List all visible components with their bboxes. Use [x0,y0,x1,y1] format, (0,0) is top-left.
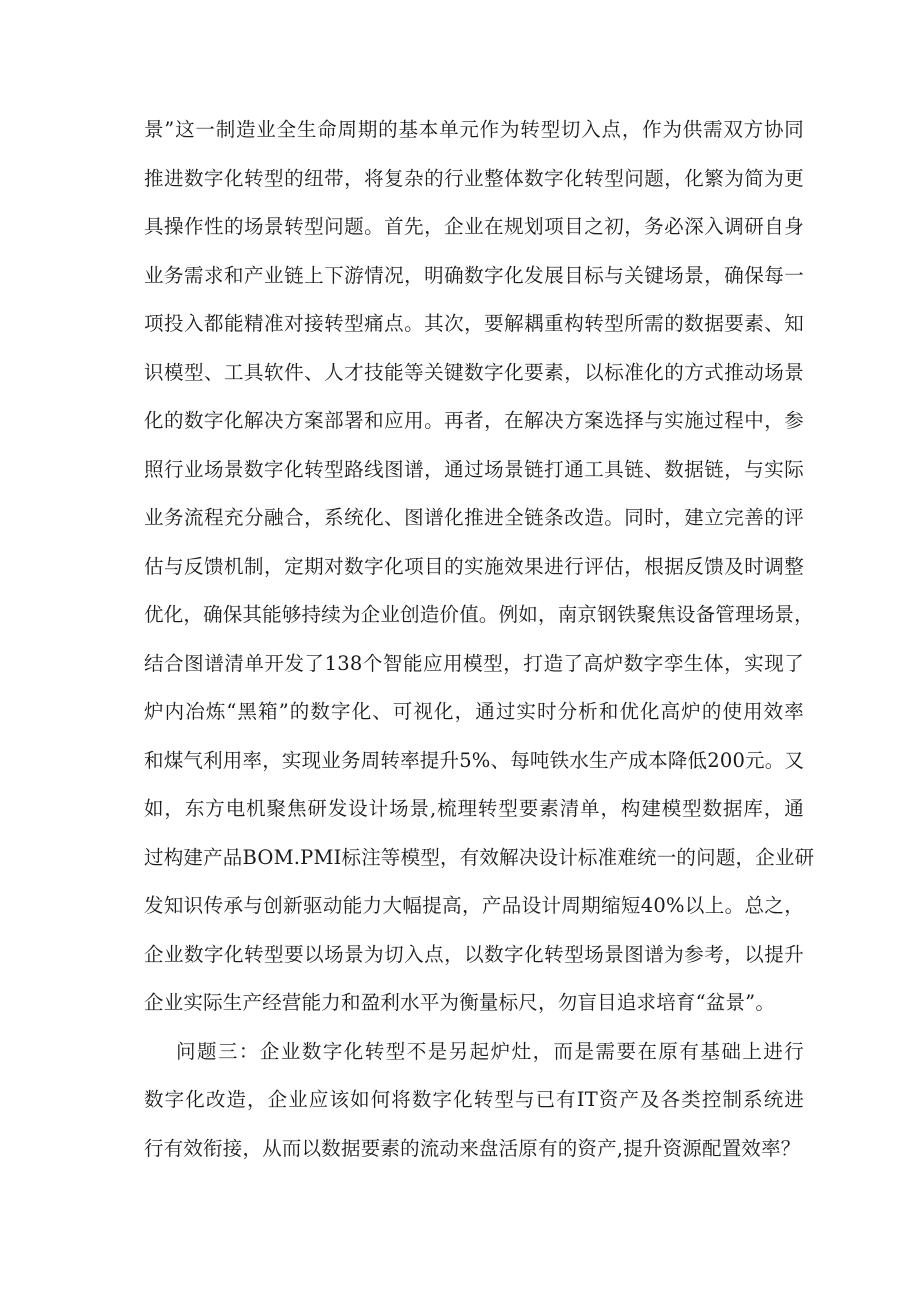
text-line: 数字化改造，企业应该如何将数字化转型与已有IT资产及各类控制系统进 [144,1088,804,1111]
text-line: 业务流程充分融合，系统化、图谱化推进全链条改造。同时，建立完善的评 [144,506,804,529]
text-line: 结合图谱清单开发了138个智能应用模型，打造了高炉数字孪生体，实现了 [144,651,804,675]
text-line: 项投入都能精准对接转型痛点。其次，要解耦重构转型所需的数据要素、知 [144,312,804,335]
text-line: 企业数字化转型要以场景为切入点，以数字化转型场景图谱为参考，以提升 [144,942,804,966]
question-heading-line: 问题三：企业数字化转型不是另起炉灶，而是需要在原有基础上进行 [176,1039,804,1063]
text-line: 和煤气利用率，实现业务周转率提升5%、每吨铁水生产成本降低200元。又 [144,748,805,772]
text-line: 优化，确保其能够持续为企业创造价值。例如，南京钢铁聚焦设备管理场景， [144,603,814,626]
text-line: 炉内冶炼“黑箱”的数字化、可视化，通过实时分析和优化高炉的使用效率 [144,700,804,723]
text-line: 企业实际生产经营能力和盈利水平为衡量标尺，勿盲目追求培育“盆景”。 [144,991,776,1014]
paragraph-scenario-transformation [144,106,815,1028]
text-line: 推进数字化转型的纽带，将复杂的行业整体数字化转型问题，化繁为简为更 [144,166,804,190]
text-line: 如，东方电机聚焦研发设计场景,梳理转型要素清单，构建模型数据库，通 [144,797,804,820]
text-line: 发知识传承与创新驱动能力大幅提高，产品设计周期缩短40%以上。总之， [144,894,804,917]
text-line: 业务需求和产业链上下游情况，明确数字化发展目标与关键场景，确保每一 [144,263,804,287]
text-line: 行有效衔接，从而以数据要素的流动来盘活原有的资产,提升资源配置效率？ [144,1136,801,1160]
text-line: 过构建产品BOM.PMI标注等模型，有效解决设计标准难统一的问题，企业研 [144,845,815,869]
paragraph-question-three [144,1028,804,1174]
text-line: 识模型、工具软件、人才技能等关键数字化要素，以标准化的方式推动场景 [144,360,804,384]
text-line: 具操作性的场景转型问题。首先，企业在规划项目之初，务必深入调研自身 [144,215,804,238]
document-body [144,106,815,1173]
text-line: 估与反馈机制，定期对数字化项目的实施效果进行评估，根据反馈及时调整 [144,554,804,578]
text-line: 化的数字化解决方案部署和应用。再者，在解决方案选择与实施过程中，参 [144,409,804,432]
text-line: 照行业场景数字化转型路线图谱，通过场景链打通工具链、数据链，与实际 [144,457,804,481]
text-line: 景”这一制造业全生命周期的基本单元作为转型切入点，作为供需双方协同 [144,118,804,141]
